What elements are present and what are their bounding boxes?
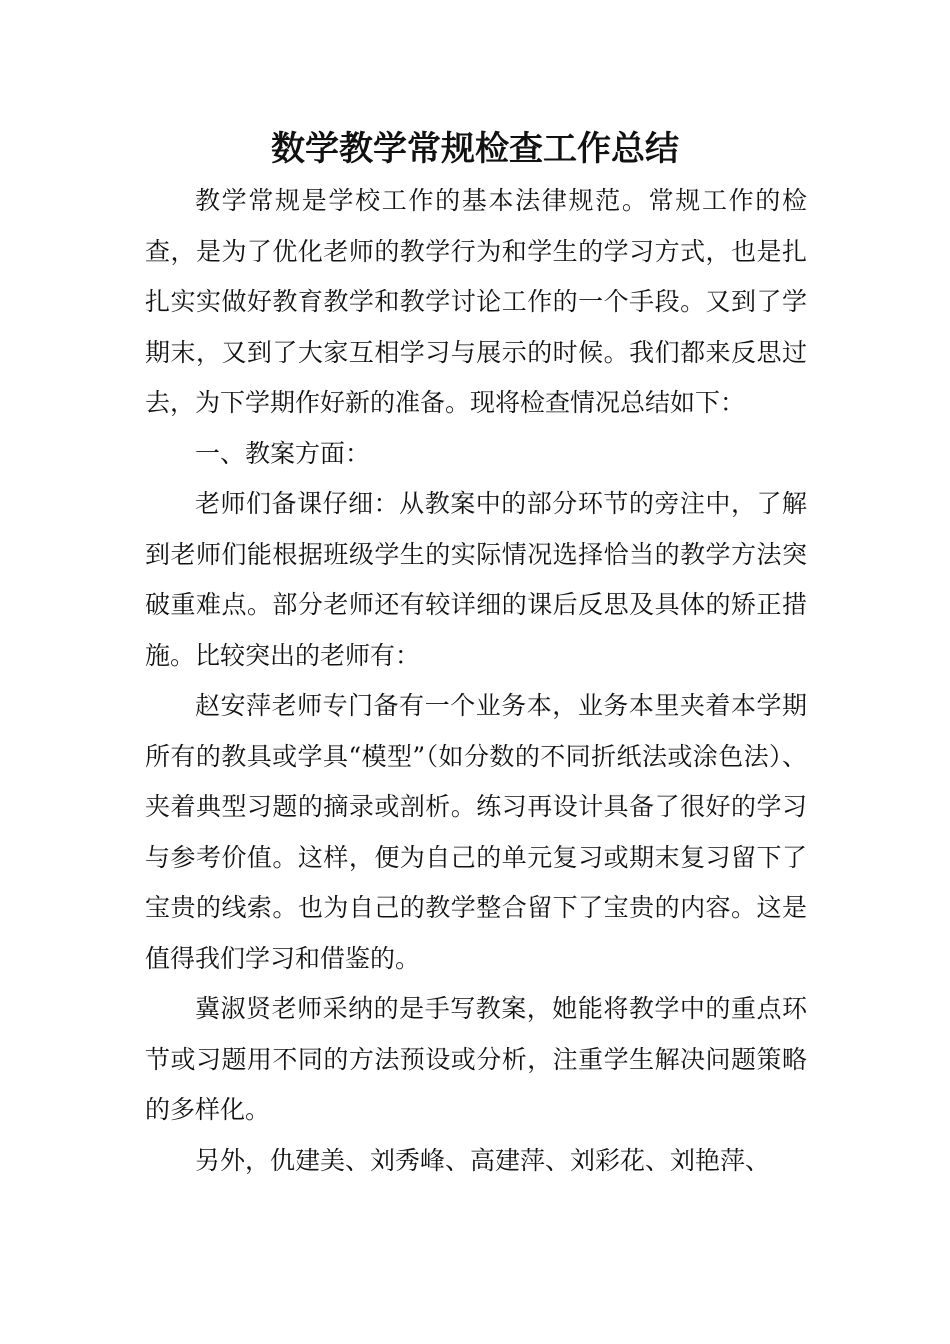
paragraph-careful-preparation: 老师们备课仔细：从教案中的部分环节的旁注中，了解到老师们能根据班级学生的实际情况选择恰当的教学方法突破重难点。部分老师还有较详细的课后反思及具体的矫正措施。比较突出的老师有： bbox=[145, 489, 807, 670]
document-body bbox=[145, 176, 807, 1186]
document-title: 数学教学常规检查工作总结 bbox=[271, 129, 679, 169]
paragraph-ji-shuxian: 冀淑贤老师采纳的是手写教案，她能将教学中的重点环节或习题用不同的方法预设或分析，注重学生解决问题策略的多样化。 bbox=[145, 994, 807, 1124]
paragraph-intro: 教学常规是学校工作的基本法律规范。常规工作的检查，是为了优化老师的教学行为和学生的学习方式，也是扎扎实实做好教育教学和教学讨论工作的一个手段。又到了学期末，又到了大家互相学习与展示的时候。我们都来反思过去，为下学期作好新的准备。现将检查情况总结如下： bbox=[145, 186, 807, 417]
paragraph-zhao-anping: 赵安萍老师专门备有一个业务本，业务本里夹着本学期所有的教具或学具“模型”（如分数的不同折纸法或涂色法）、夹着典型习题的摘录或剖析。练习再设计具备了很好的学习与参考价值。这样，便为自己的单元复习或期末复习留下了宝贵的线索。也为自己的教学整合留下了宝贵的内容。这是值得我们学习和借鉴的。 bbox=[145, 691, 807, 973]
paragraph-others: 另外，仇建美、刘秀峰、高建萍、刘彩花、刘艳萍、 bbox=[195, 1145, 771, 1175]
section-heading-lesson-plans: 一、教案方面： bbox=[195, 438, 371, 468]
